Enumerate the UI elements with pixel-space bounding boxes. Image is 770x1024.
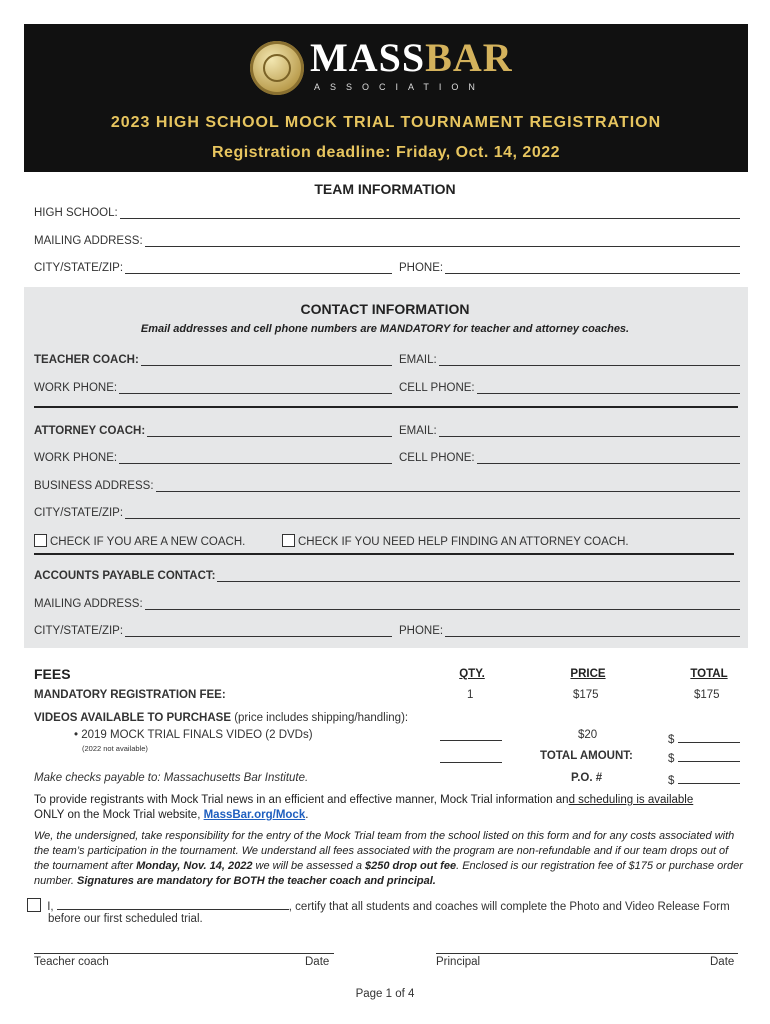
divider	[34, 553, 734, 555]
team-info-title: TEAM INFORMATION	[314, 181, 456, 197]
registration-deadline: Registration deadline: Friday, Oct. 14, 2022	[211, 144, 561, 161]
video-qty-field[interactable]	[440, 740, 502, 741]
divider	[34, 406, 738, 408]
new-coach-checkbox[interactable]: CHECK IF YOU ARE A NEW COACH.	[34, 534, 245, 548]
checkbox-icon	[34, 534, 47, 547]
ap-city-state-zip-field[interactable]: CITY/STATE/ZIP:	[34, 625, 392, 637]
massbar-seal-icon	[250, 41, 304, 95]
attorney-coach-field[interactable]: ATTORNEY COACH:	[34, 425, 392, 437]
videos-label: VIDEOS AVAILABLE TO PURCHASE (price includes shipping/handling):	[34, 712, 409, 724]
attorney-city-state-zip-field[interactable]: CITY/STATE/ZIP:	[34, 507, 740, 519]
certify-name-field[interactable]	[57, 898, 289, 910]
checkbox-icon	[282, 534, 295, 547]
mandatory-fee-label: MANDATORY REGISTRATION FEE:	[34, 689, 226, 701]
teacher-email-field[interactable]: EMAIL:	[399, 354, 740, 366]
attorney-email-field[interactable]: EMAIL:	[399, 425, 740, 437]
header-banner	[24, 24, 748, 172]
mandatory-price: $175	[573, 689, 599, 701]
po-field[interactable]: $	[668, 772, 740, 787]
business-address-field[interactable]: BUSINESS ADDRESS:	[34, 480, 740, 492]
video-note: (2022 not available)	[82, 744, 148, 753]
news-paragraph: To provide registrants with Mock Trial news in an efficient and effective manner, Mock Trial information and scheduling is available ONLY on the Mock Trial website, MassBar.org/Mock.	[34, 794, 694, 821]
contact-info-title: CONTACT INFORMATION	[300, 301, 470, 317]
principal-label: Principal	[436, 956, 481, 968]
total-header: TOTAL	[690, 668, 728, 680]
teacher-coach-field[interactable]: TEACHER COACH:	[34, 354, 392, 366]
contact-panel	[24, 287, 748, 648]
ap-phone-field[interactable]: PHONE:	[399, 625, 740, 637]
mandatory-note: Email addresses and cell phone numbers are MANDATORY for teacher and attorney coaches.	[140, 323, 630, 335]
page-number: Page 1 of 4	[355, 988, 415, 1000]
mailing-address-field[interactable]: MAILING ADDRESS:	[34, 235, 740, 247]
team-phone-field[interactable]: PHONE:	[399, 262, 740, 274]
need-attorney-checkbox[interactable]: CHECK IF YOU NEED HELP FINDING AN ATTORNEY COACH.	[282, 534, 629, 548]
mandatory-total: $175	[694, 689, 720, 701]
certify-checkbox[interactable]	[27, 898, 41, 912]
logo-wordmark: MASSBAR	[310, 35, 513, 80]
agreement-paragraph: We, the undersigned, take responsibility for the entry of the Mock Trial team from the school listed on this form and for any costs associated with the team’s participation in the tournament. We understand all fees associated with the program are non-refundable and if our team drops out of the tournament after Monday, Nov. 14, 2022 we will be assessed a $250 drop out fee. Enclosed is our registration fee of $175 or purchase order number. Signatures are mandatory for BOTH the teacher coach and principal.	[34, 830, 743, 887]
total-amount-label: TOTAL AMOUNT:	[540, 750, 633, 762]
ap-mailing-address-field[interactable]: MAILING ADDRESS:	[34, 598, 740, 610]
teacher-work-phone-field[interactable]: WORK PHONE:	[34, 382, 392, 394]
video-price: $20	[578, 729, 598, 741]
teacher-cell-phone-field[interactable]: CELL PHONE:	[399, 382, 740, 394]
accounts-payable-field[interactable]: ACCOUNTS PAYABLE CONTACT:	[34, 570, 740, 582]
city-state-zip-field[interactable]: CITY/STATE/ZIP:	[34, 262, 392, 274]
video-total-field[interactable]: $	[668, 731, 740, 746]
high-school-field[interactable]: HIGH SCHOOL:	[34, 207, 740, 219]
logo-association: ASSOCIATION	[314, 82, 485, 92]
video-item: • 2019 MOCK TRIAL FINALS VIDEO (2 DVDs)	[74, 729, 313, 741]
total-amount-field[interactable]: $	[668, 750, 740, 765]
certify-line: I, , certify that all students and coaches will complete the Photo and Video Release Form	[27, 898, 730, 913]
mandatory-qty: 1	[467, 689, 474, 701]
certify-line-2: before our first scheduled trial.	[48, 913, 203, 925]
massbar-mock-link[interactable]: MassBar.org/Mock	[203, 809, 306, 821]
qty-header: QTY.	[459, 668, 485, 680]
attorney-work-phone-field[interactable]: WORK PHONE:	[34, 452, 392, 464]
fees-title: FEES	[34, 666, 71, 682]
price-header: PRICE	[570, 668, 606, 680]
po-label: P.O. #	[571, 772, 603, 784]
qty-field-2[interactable]	[440, 762, 502, 763]
date-label: Date	[710, 956, 735, 968]
teacher-signature-line[interactable]	[34, 953, 334, 954]
checks-payable-note: Make checks payable to: Massachusetts Bar Institute.	[34, 772, 309, 784]
date-label: Date	[305, 956, 330, 968]
principal-signature-line[interactable]	[436, 953, 738, 954]
form-title: 2023 HIGH SCHOOL MOCK TRIAL TOURNAMENT REGISTRATION	[110, 114, 662, 131]
attorney-cell-phone-field[interactable]: CELL PHONE:	[399, 452, 740, 464]
teacher-coach-label: Teacher coach	[34, 956, 109, 968]
